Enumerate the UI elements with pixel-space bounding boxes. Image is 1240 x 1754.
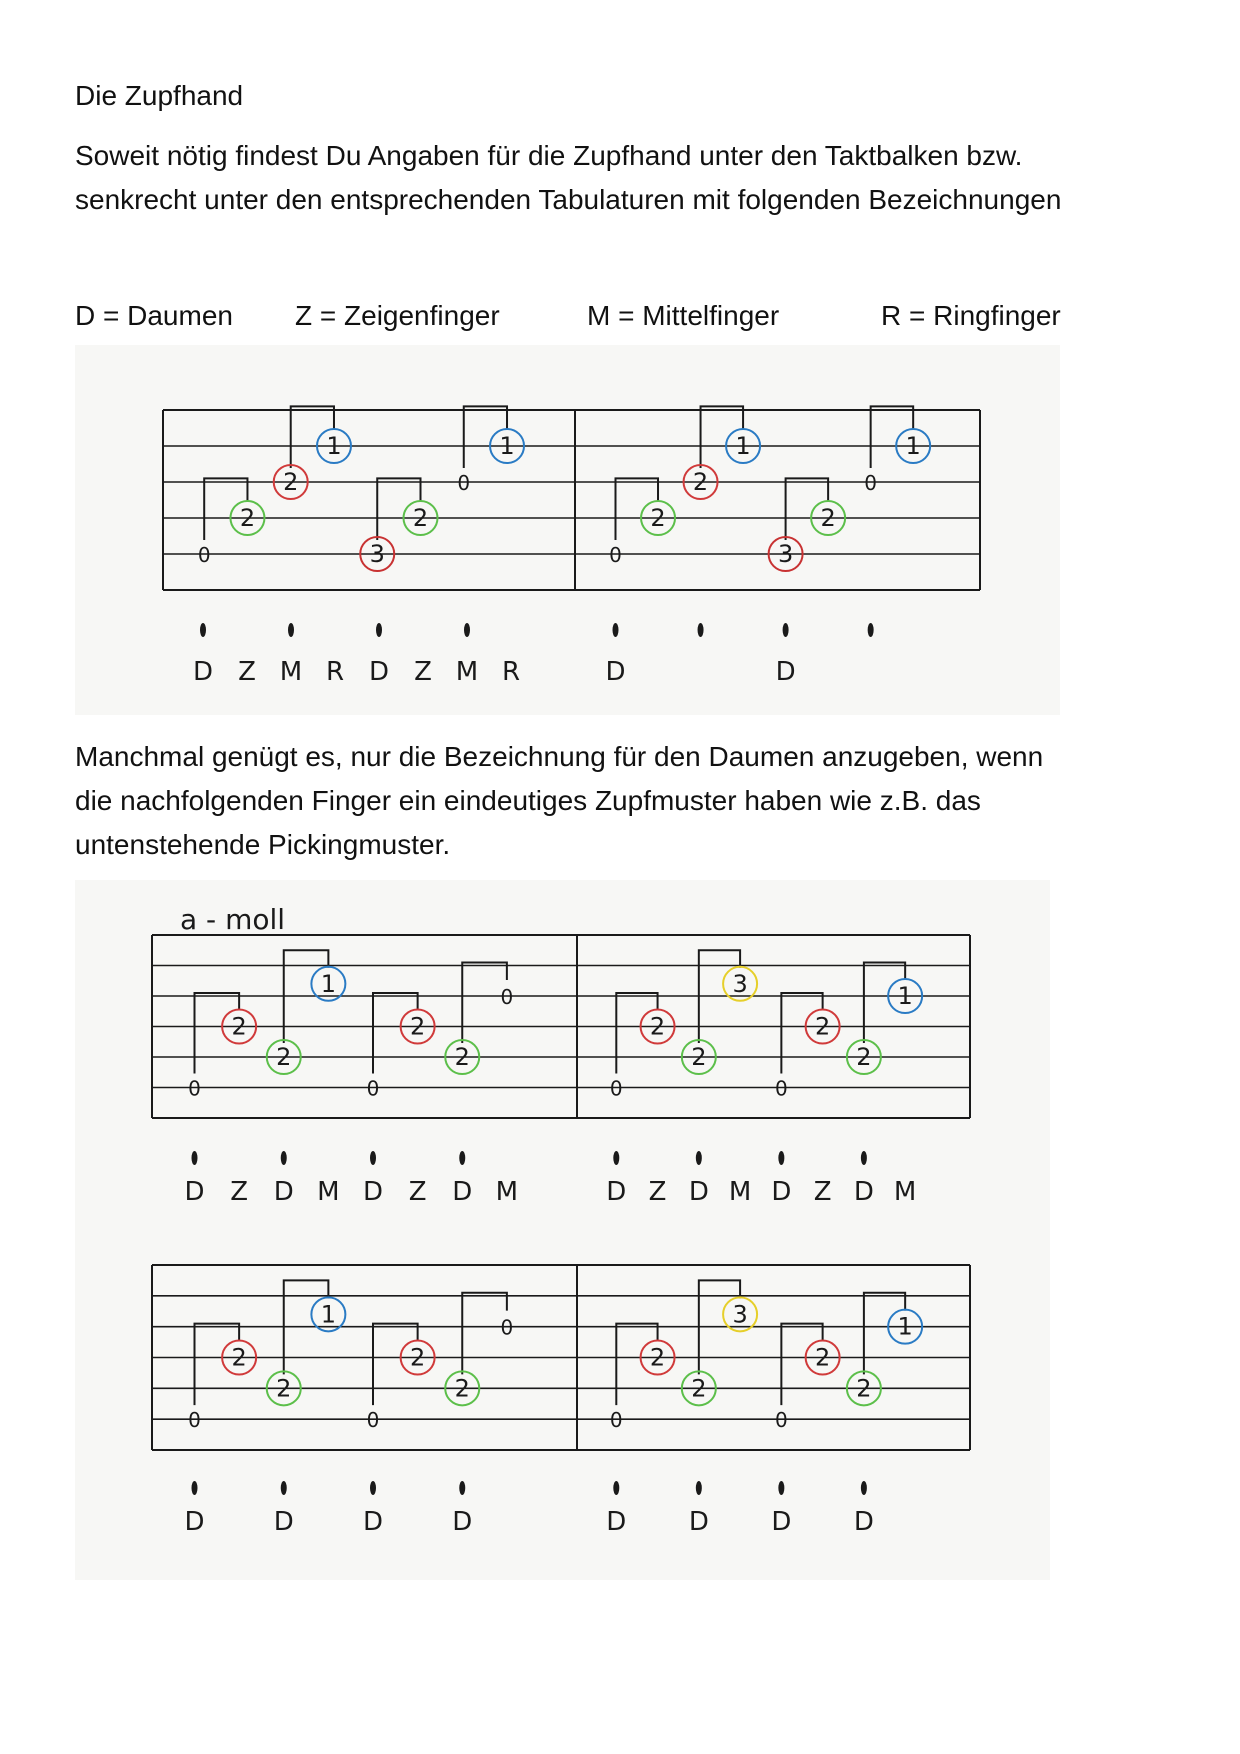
page-title: Die Zupfhand [75,80,244,111]
beat-dot [281,1481,287,1495]
legend-ringfinger: R = Ringfinger [881,300,1061,331]
paragraph-line: untenstehende Pickingmuster. [75,829,451,860]
fret-number: 2 [649,1343,666,1372]
fret-number: 0 [864,471,878,495]
beat-dot [288,623,294,637]
finger-letter: Z [414,657,432,687]
finger-letter: D [688,1507,709,1537]
finger-letter: M [279,657,303,687]
finger-letter: M [455,657,479,687]
finger-letter: Z [238,657,256,687]
fret-number: 0 [197,543,211,567]
fret-number: 0 [366,1408,380,1433]
paragraph-line: die nachfolgenden Finger ein eindeutiges Zupfmuster haben wie z.B. das [75,785,981,816]
finger-letter: D [853,1177,874,1207]
fret-number: 2 [454,1374,470,1403]
beat-dot [696,1151,702,1165]
beat-dot [370,1151,376,1165]
finger-letter: M [728,1177,752,1207]
fret-number: 2 [820,504,836,532]
fret-number: 0 [609,543,622,567]
finger-row-1 [193,623,874,687]
fret-number: 2 [409,1012,426,1041]
fret-number: 2 [231,1343,247,1372]
finger-letter: D [775,657,796,687]
fret-number: 3 [732,1300,748,1329]
beat-dot [464,623,470,637]
finger-letter: D [273,1177,294,1207]
fret-number: 2 [814,1343,831,1372]
beat-dot [783,623,789,637]
finger-letter: D [452,1507,473,1537]
finger-letter: D [184,1177,205,1207]
beat-dot [698,623,704,637]
fret-number: 2 [276,1043,292,1071]
finger-letter: D [688,1177,709,1207]
fret-number: 2 [454,1043,470,1071]
fret-number: 0 [609,1076,623,1101]
finger-letter: Z [813,1177,832,1207]
beat-dot [192,1151,198,1165]
beat-dot [459,1481,465,1495]
legend-daumen: D = Daumen [75,300,233,331]
beat-dot [376,623,382,637]
fret-number: 2 [650,504,666,532]
finger-letter: D [771,1177,792,1207]
beat-dot [778,1151,784,1165]
beat-dot [281,1151,287,1165]
finger-letter: M [893,1177,917,1207]
beat-dot [370,1481,376,1495]
fret-number: 0 [188,1408,201,1433]
fret-number: 1 [499,432,515,460]
fret-number: 2 [692,468,709,496]
fret-number: 0 [774,1408,788,1433]
fret-number: 2 [814,1012,831,1041]
fret-number: 2 [412,504,429,532]
finger-row-3 [184,1481,873,1537]
finger-row-2 [184,1151,916,1207]
fret-number: 0 [188,1076,201,1101]
paragraph-line: Manchmal genügt es, nur die Bezeichnung für den Daumen anzugeben, wenn [75,741,1044,772]
finger-letter: D [184,1507,205,1537]
beat-dot [778,1481,784,1495]
finger-letter: M [495,1177,519,1207]
fret-number: 2 [856,1043,872,1071]
tab-staff-1 [163,406,980,590]
finger-letter: R [501,657,521,687]
legend-mittelfinger: M = Mittelfinger [587,300,780,331]
tab-staff-3 [152,1265,970,1450]
beat-dot [696,1481,702,1495]
fret-number: 3 [777,540,794,568]
fret-number: 1 [320,969,337,998]
fret-number: 2 [856,1374,872,1403]
finger-letter: R [325,657,345,687]
chord-label: a - moll [180,903,286,936]
intro-line: Soweit nötig findest Du Angaben für die Zupfhand unter den Taktbalken bzw. [75,140,1023,171]
finger-letter: D [606,1507,627,1537]
fret-number: 2 [649,1012,666,1041]
beat-dot [861,1481,867,1495]
beat-dot [200,623,206,637]
finger-letter: D [362,1177,384,1207]
fret-number: 0 [500,985,514,1009]
fret-number: 2 [409,1343,426,1372]
beat-dot [459,1151,465,1165]
finger-letter: D [368,657,390,687]
finger-letter: D [853,1507,874,1537]
finger-letter: Z [648,1177,667,1207]
beat-dot [613,1151,619,1165]
beat-dot [613,1481,619,1495]
fret-number: 3 [369,540,385,568]
finger-letter: D [771,1507,792,1537]
fret-number: 0 [366,1076,380,1101]
fret-number: 3 [732,969,748,998]
legend-zeigefinger: Z = Zeigenfinger [295,300,500,331]
intro-line: senkrecht unter den entsprechenden Tabulaturen mit folgenden Bezeichnungen [75,184,1062,215]
fret-number: 1 [897,982,913,1010]
beat-dot [861,1151,867,1165]
beat-dot [613,623,619,637]
finger-letter: Z [408,1177,427,1207]
fret-number: 1 [735,432,751,460]
fret-number: 0 [609,1408,623,1433]
fret-number: 2 [283,468,299,496]
fret-number: 1 [897,1312,913,1341]
finger-letter: D [192,657,214,687]
finger-letter: M [317,1177,340,1207]
fret-number: 0 [774,1076,788,1101]
beat-dot [192,1481,198,1495]
fret-number: 2 [231,1012,247,1041]
finger-letter: D [606,1177,627,1207]
tab-staff-2 [152,903,970,1118]
fret-number: 2 [239,504,256,532]
finger-letter: D [273,1507,294,1537]
fret-number: 1 [320,1300,337,1329]
finger-letter: D [362,1507,384,1537]
fret-number: 0 [457,471,471,495]
fret-number: 2 [691,1043,707,1071]
beat-dot [868,623,874,637]
fret-number: 0 [500,1315,514,1340]
finger-letter: D [452,1177,473,1207]
finger-letter: D [605,657,626,687]
fret-number: 2 [276,1374,292,1403]
fret-number: 1 [905,432,921,460]
fret-number: 1 [326,432,342,460]
fret-number: 2 [691,1374,707,1403]
finger-letter: Z [230,1177,249,1207]
